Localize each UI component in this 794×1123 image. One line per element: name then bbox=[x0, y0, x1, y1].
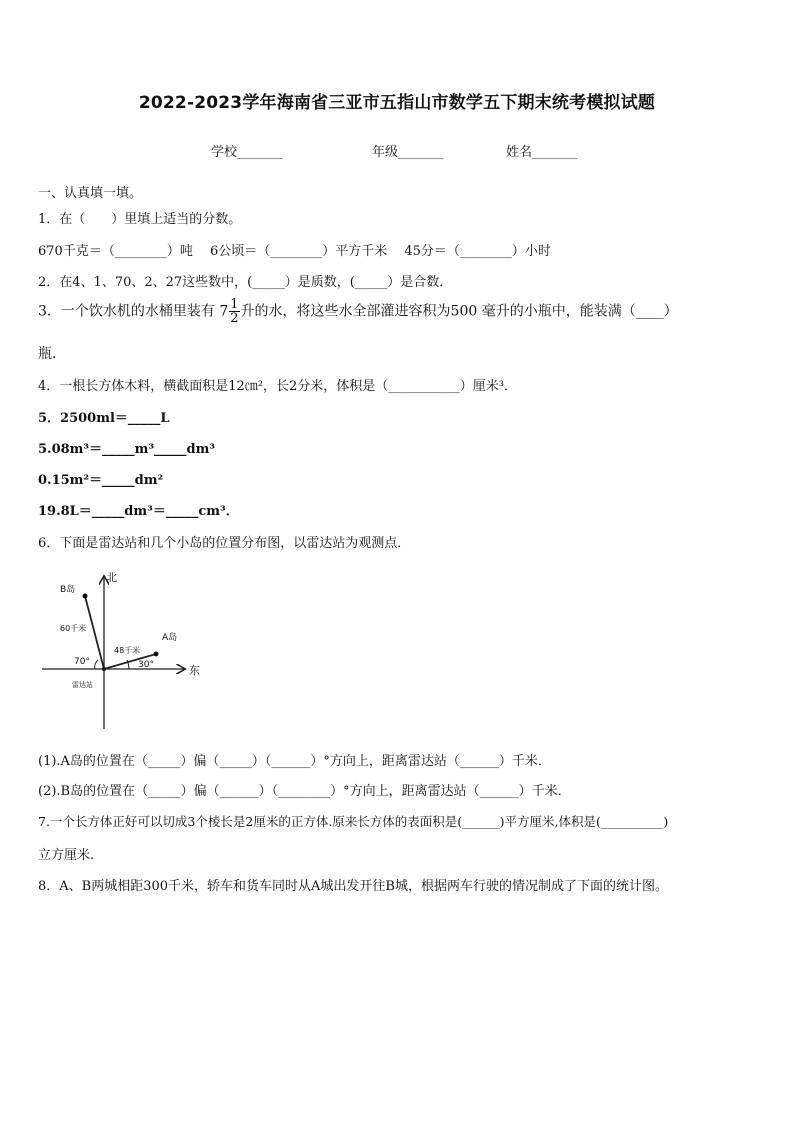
section-heading: 一、认真填一填。 bbox=[38, 186, 143, 201]
question-3-before: 3．一个饮水机的水桶里装有 7 bbox=[38, 303, 229, 320]
island-b-label: B岛 bbox=[60, 585, 76, 595]
question-5-d: 19.8L＝_____dm³＝_____cm³． bbox=[38, 504, 239, 519]
angle-b-label: 70° bbox=[74, 657, 90, 667]
fraction-numerator: 1 bbox=[230, 297, 239, 312]
question-7-line1: 7.一个长方体正好可以切成3个棱长是2厘米的正方体.原来长方体的表面积是(______)平方厘米,体积是(__________) bbox=[38, 814, 669, 829]
island-a-point bbox=[154, 652, 159, 657]
distance-a-label: 48千米 bbox=[114, 646, 141, 655]
question-3-tail: 瓶． bbox=[38, 346, 66, 362]
page-title: 2022-2023学年海南省三亚市五指山市数学五下期末统考模拟试题 bbox=[138, 93, 656, 113]
school-field: 学校_______ bbox=[211, 145, 283, 160]
island-a-label: A岛 bbox=[162, 633, 178, 643]
radar-diagram bbox=[38, 565, 218, 735]
fraction-one-half bbox=[229, 298, 239, 325]
question-6-sub1: (1).A岛的位置在（_____）偏（_____）（______）°方向上，距离雷达站（______）千米． bbox=[38, 754, 551, 769]
question-8: 8．A、B两城相距300千米，轿车和货车同时从A城出发开往B城，根据两车行驶的情况制成了下面的统计图。 bbox=[38, 879, 668, 894]
question-2: 2．在4、1、70、2、27这些数中，(_____）是质数，(_____）是合数． bbox=[38, 275, 453, 290]
question-3 bbox=[38, 298, 678, 325]
grade-field: 年级_______ bbox=[372, 145, 444, 160]
question-1-stem: 1．在（ ）里填上适当的分数。 bbox=[38, 212, 242, 227]
radar-station-point bbox=[102, 667, 106, 671]
question-6-stem: 6．下面是雷达站和几个小岛的位置分布图，以雷达站为观测点． bbox=[38, 536, 411, 551]
question-5-b: 5.08m³＝_____m³_____dm³ bbox=[38, 442, 216, 457]
angle-a-label: 30° bbox=[138, 660, 154, 670]
question-6-sub2: (2).B岛的位置在（_____）偏（______）（________）°方向上，距离雷达站（______）千米． bbox=[38, 784, 571, 799]
distance-b-label: 60千米 bbox=[60, 624, 87, 633]
question-5-c: 0.15m²＝_____dm² bbox=[38, 473, 164, 488]
question-5-a: 5．2500ml＝_____L bbox=[38, 411, 170, 426]
fraction-denominator: 2 bbox=[230, 311, 239, 326]
angle-arc-b bbox=[95, 660, 98, 669]
east-label: 东 bbox=[189, 664, 200, 677]
question-1-blanks: 670千克＝（________）吨 6公顷＝（________）平方千米 45分＝（________）小时 bbox=[38, 244, 551, 259]
question-7-line2: 立方厘米. bbox=[38, 848, 95, 863]
question-4: 4．一根长方体木料，横截面积是12㎝²，长2分米，体积是（___________）厘米³． bbox=[38, 379, 518, 394]
north-label: 北 bbox=[106, 571, 117, 584]
island-b-point bbox=[83, 594, 88, 599]
name-field: 姓名_______ bbox=[506, 145, 578, 160]
question-3-after: 升的水，将这些水全部灌进容积为500 毫升的小瓶中，能装满（____） bbox=[240, 303, 678, 320]
radar-station-label: 雷达站 bbox=[72, 681, 93, 689]
